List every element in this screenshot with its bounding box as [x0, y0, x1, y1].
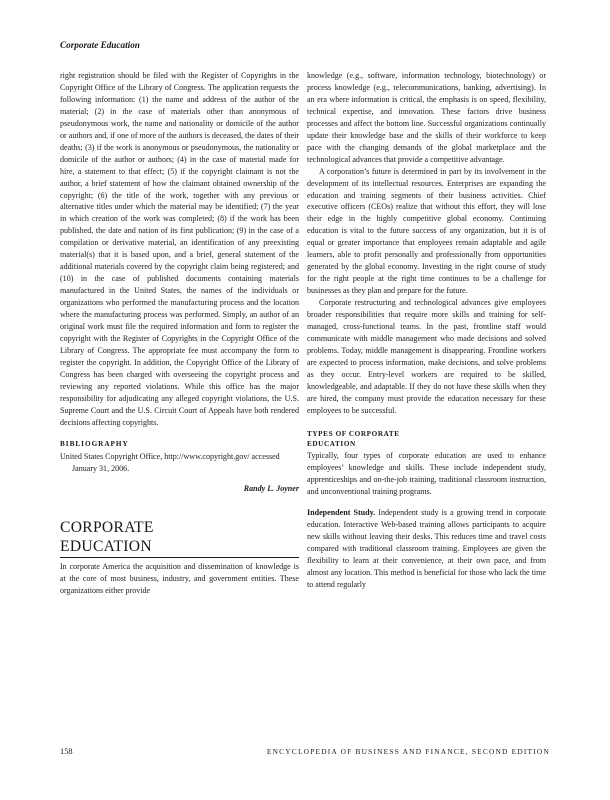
knowledge-paragraph: knowledge (e.g., software, information technology, biotechnology) or process knowledge (e.g., telecommunications, banking, advertising). In an era where information is critical, the emphasis is on speed, flexibility, technical expertise, and innovation. These factors drive business processes and affect the bottom line. Successful organizations continually update their knowledge base and the skills of their workforce to keep pace with the changing demands of the global marketplace and the technological advances that provide a competitive advantage. [307, 71, 546, 164]
entry-title [60, 519, 299, 556]
independent-study-paragraph [307, 507, 546, 591]
running-head: Corporate Education [60, 40, 140, 50]
copyright-registration-paragraph: right registration should be filed with the Register of Copyrights in the Copyright Office of the Library of Congress. The application requests the following information: (1) the name and address of the author of the material; (2) in the case of materials other than anonymous of pseudonymous work, the name and nationality or domicile of the author or authors and, if one of more of the authors is deceased, the dates of their deaths; (3) if the work is anonymous or pseudonymous, the nationality or domicile of the author or authors; (4) in the case of material made for hire, a statement to that effect; (5) if the copyright claimant is not the author, a brief statement of how the claimant obtained ownership of the copyright; (6) the title of the work, together with any previous or alternative titles under which the material may be identified; (7) the year in which creation of the work was completed; (8) if the work has been published, the date and nation of its first publication; (9) in the case of a compilation or derivative material, an identification of any preexisting material(s) that it is based upon, and a brief, general statement of the additional materials covered by the copyright claim being registered; and (10) in the case of published documents containing materials manufactured in the United States, the names of the individuals or organizations who performed the manufacturing process and the location where the manufacturing process was performed. Simply, an author of an original work must file the required information and form to register the copyright with the Register of Copyrights in the Copyright Office of the Library of Congress. The appropriate fee must accompany the form to register the copyright. In addition, the Copyright Office of the Library of Congress has been charged with overseeing the copyright process and reviewing any reported violations. While this office has the major responsibility for adjudicating any alleged copyright violations, the U.S. Supreme Court and the U.S. Circuit Court of Appeals have both rendered decisions affecting copyrights. [60, 71, 299, 427]
intro-paragraph: In corporate America the acquisition and dissemination of knowledge is at the core of most business, industry, and government entities. These organizations either provide [60, 562, 299, 596]
independent-study-text: Independent study is a growing trend in corporate education. Interactive Web-based training allows participants to acquire new skills without leaving their desks. This reduces time and travel costs compared with traditional classroom training. Employees are given the flexibility to learn at their convenience, at their own pace, and from almost any location. This method is beneficial for those who lack the time to attend regularly [307, 508, 547, 590]
book-title: ENCYCLOPEDIA OF BUSINESS AND FINANCE, SECOND EDITION [266, 747, 550, 756]
independent-study-label: Independent Study. [307, 508, 376, 518]
section-heading-line-1: TYPES OF CORPORATE [307, 429, 400, 438]
entry-title-line-2: EDUCATION [60, 537, 152, 555]
corporation-future-paragraph: A corporation’s future is determined in part by its involvement in the development of its intellectual resources. Enterprises are expanding the education and training segments of their business activities. Chief executive officers (CEOs) realize that without this effort, they will lose their edge in the highly competitive global economy. Continuing education is vital to the future success of any organization, but it is of equal or greater importance that employees remain adaptable and agile learners, able to profit personally and professionally from opportunities generated by the global economy. Investing in the right course of study for the right people at the right time continues to be a challenge for businesses as they plan and prepare for the future. [307, 166, 546, 296]
restructuring-paragraph: Corporate restructuring and technological advances give employees broader responsibilities that require more skills and training for self-managed, cross-functional teams. In the past, frontline staff would communicate with middle management who made decisions and solved problems. Today, middle management is disappearing. Frontline workers are expected to process information, make decisions, and solve problems as they occur. Entry-level workers are required to be skilled, knowledgeable, and adaptable. If they do not have these skills when they are hired, the company must provide the education necessary for these employees to be successful. [307, 298, 546, 415]
title-rule [60, 557, 299, 558]
section-heading [307, 429, 546, 450]
section-heading-line-2: EDUCATION [307, 440, 356, 449]
page-number: 158 [60, 747, 73, 756]
author-signature: Randy L. Joyner [243, 484, 299, 494]
left-column [60, 70, 299, 597]
types-paragraph: Typically, four types of corporate education are used to enhance employees’ knowledge and skills. These include independent study, apprenticeships and on-the-job training, traditional classroom instruction, and unconventional training programs. [307, 450, 546, 496]
entry-title-line-1: CORPORATE [60, 519, 154, 537]
right-column [307, 70, 546, 591]
bibliography-entry: United States Copyright Office, http://www.copyright.gov/ accessed January 31, 2006. [60, 451, 280, 473]
bibliography-heading: BIBLIOGRAPHY [60, 439, 129, 448]
